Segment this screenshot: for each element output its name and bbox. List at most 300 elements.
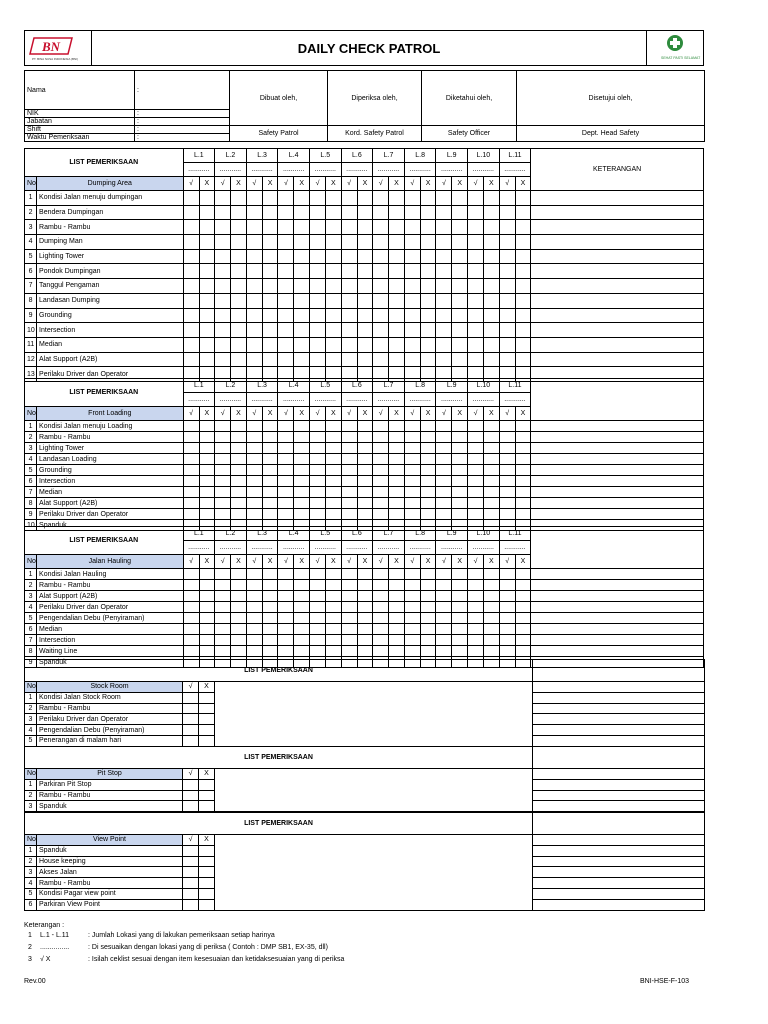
check-cell[interactable] [262, 613, 278, 624]
check-cell[interactable] [499, 337, 515, 352]
check-cell[interactable] [373, 454, 389, 465]
check-cell[interactable] [404, 308, 420, 323]
check-cell[interactable] [278, 293, 294, 308]
keterangan-cell[interactable] [533, 747, 705, 769]
check-cell[interactable] [183, 613, 199, 624]
location-name-field[interactable]: ........... [373, 163, 405, 177]
check-cell[interactable] [373, 235, 389, 250]
check-cell[interactable] [468, 421, 484, 432]
check-cell[interactable] [452, 443, 468, 454]
check-cell[interactable] [452, 624, 468, 635]
check-cell[interactable] [389, 591, 405, 602]
check-cell[interactable] [262, 465, 278, 476]
cross-cell[interactable] [199, 714, 215, 725]
check-cell[interactable] [484, 509, 500, 520]
check-cell[interactable] [183, 735, 199, 746]
check-cell[interactable] [326, 454, 342, 465]
check-cell[interactable] [420, 624, 436, 635]
check-cell[interactable] [183, 635, 199, 646]
check-cell[interactable] [499, 264, 515, 279]
check-cell[interactable] [452, 432, 468, 443]
check-cell[interactable] [515, 279, 531, 294]
location-name-field[interactable]: ........... [309, 541, 341, 555]
check-cell[interactable] [183, 465, 199, 476]
check-cell[interactable] [183, 692, 199, 703]
check-cell[interactable] [389, 487, 405, 498]
check-cell[interactable] [262, 235, 278, 250]
check-cell[interactable] [373, 264, 389, 279]
check-cell[interactable] [326, 635, 342, 646]
check-cell[interactable] [231, 646, 247, 657]
check-cell[interactable] [420, 580, 436, 591]
check-cell[interactable] [436, 220, 452, 235]
check-cell[interactable] [341, 337, 357, 352]
location-name-field[interactable]: ........... [215, 541, 247, 555]
keterangan-cell[interactable] [531, 498, 704, 509]
cross-cell[interactable] [199, 878, 215, 889]
check-cell[interactable] [246, 308, 262, 323]
check-cell[interactable] [404, 569, 420, 580]
check-cell[interactable] [309, 352, 325, 367]
check-cell[interactable] [484, 443, 500, 454]
check-cell[interactable] [420, 235, 436, 250]
check-cell[interactable] [231, 432, 247, 443]
check-cell[interactable] [452, 191, 468, 206]
check-cell[interactable] [309, 337, 325, 352]
cross-cell[interactable] [199, 856, 215, 867]
check-cell[interactable] [484, 337, 500, 352]
keterangan-cell[interactable] [531, 191, 704, 206]
keterangan-cell[interactable] [533, 790, 705, 801]
check-cell[interactable] [389, 205, 405, 220]
location-name-field[interactable]: ........... [341, 541, 373, 555]
keterangan-cell[interactable] [531, 635, 704, 646]
check-cell[interactable] [183, 476, 199, 487]
check-cell[interactable] [357, 443, 373, 454]
check-cell[interactable] [183, 323, 199, 338]
check-cell[interactable] [326, 279, 342, 294]
check-cell[interactable] [420, 613, 436, 624]
check-cell[interactable] [357, 635, 373, 646]
check-cell[interactable] [294, 635, 310, 646]
check-cell[interactable] [183, 779, 199, 790]
check-cell[interactable] [404, 487, 420, 498]
check-cell[interactable] [215, 352, 231, 367]
check-cell[interactable] [231, 569, 247, 580]
check-cell[interactable] [309, 635, 325, 646]
check-cell[interactable] [341, 498, 357, 509]
check-cell[interactable] [468, 323, 484, 338]
check-cell[interactable] [357, 476, 373, 487]
check-cell[interactable] [373, 498, 389, 509]
check-cell[interactable] [309, 249, 325, 264]
check-cell[interactable] [215, 308, 231, 323]
check-cell[interactable] [499, 509, 515, 520]
check-cell[interactable] [373, 205, 389, 220]
check-cell[interactable] [452, 569, 468, 580]
check-cell[interactable] [183, 352, 199, 367]
location-name-field[interactable]: ........... [309, 393, 341, 407]
check-cell[interactable] [262, 580, 278, 591]
check-cell[interactable] [309, 454, 325, 465]
check-cell[interactable] [278, 432, 294, 443]
check-cell[interactable] [499, 443, 515, 454]
check-cell[interactable] [309, 421, 325, 432]
check-cell[interactable] [389, 249, 405, 264]
check-cell[interactable] [183, 421, 199, 432]
check-cell[interactable] [452, 509, 468, 520]
check-cell[interactable] [262, 205, 278, 220]
keterangan-cell[interactable] [531, 249, 704, 264]
check-cell[interactable] [436, 454, 452, 465]
keterangan-cell[interactable] [531, 421, 704, 432]
check-cell[interactable] [199, 646, 215, 657]
check-cell[interactable] [231, 235, 247, 250]
keterangan-cell[interactable] [531, 264, 704, 279]
location-name-field[interactable]: ........... [404, 541, 436, 555]
check-cell[interactable] [294, 476, 310, 487]
check-cell[interactable] [436, 635, 452, 646]
keterangan-cell[interactable] [531, 308, 704, 323]
check-cell[interactable] [326, 432, 342, 443]
location-name-field[interactable]: ........... [246, 393, 278, 407]
check-cell[interactable] [199, 465, 215, 476]
check-cell[interactable] [420, 487, 436, 498]
check-cell[interactable] [294, 569, 310, 580]
location-name-field[interactable]: ........... [309, 163, 341, 177]
check-cell[interactable] [389, 323, 405, 338]
check-cell[interactable] [215, 613, 231, 624]
keterangan-cell[interactable] [531, 624, 704, 635]
check-cell[interactable] [404, 323, 420, 338]
check-cell[interactable] [246, 352, 262, 367]
check-cell[interactable] [515, 264, 531, 279]
check-cell[interactable] [246, 613, 262, 624]
check-cell[interactable] [199, 249, 215, 264]
check-cell[interactable] [246, 293, 262, 308]
check-cell[interactable] [215, 487, 231, 498]
check-cell[interactable] [389, 624, 405, 635]
keterangan-cell[interactable] [533, 682, 705, 693]
check-cell[interactable] [246, 205, 262, 220]
check-cell[interactable] [499, 465, 515, 476]
check-cell[interactable] [326, 498, 342, 509]
check-cell[interactable] [341, 569, 357, 580]
check-cell[interactable] [294, 602, 310, 613]
check-cell[interactable] [246, 624, 262, 635]
check-cell[interactable] [326, 487, 342, 498]
check-cell[interactable] [484, 580, 500, 591]
check-cell[interactable] [452, 308, 468, 323]
check-cell[interactable] [468, 498, 484, 509]
check-cell[interactable] [373, 509, 389, 520]
location-name-field[interactable]: ........... [278, 393, 310, 407]
check-cell[interactable] [373, 421, 389, 432]
check-cell[interactable] [404, 205, 420, 220]
check-cell[interactable] [294, 443, 310, 454]
check-cell[interactable] [231, 591, 247, 602]
info-field-nik-value[interactable]: : [135, 110, 230, 118]
check-cell[interactable] [326, 249, 342, 264]
check-cell[interactable] [294, 454, 310, 465]
check-cell[interactable] [515, 476, 531, 487]
check-cell[interactable] [215, 220, 231, 235]
check-cell[interactable] [404, 249, 420, 264]
check-cell[interactable] [436, 613, 452, 624]
notes-area[interactable] [215, 769, 533, 812]
check-cell[interactable] [499, 352, 515, 367]
check-cell[interactable] [484, 498, 500, 509]
check-cell[interactable] [436, 498, 452, 509]
check-cell[interactable] [436, 602, 452, 613]
check-cell[interactable] [183, 580, 199, 591]
keterangan-cell[interactable] [531, 476, 704, 487]
check-cell[interactable] [484, 635, 500, 646]
location-name-field[interactable]: ........... [278, 541, 310, 555]
check-cell[interactable] [452, 591, 468, 602]
check-cell[interactable] [468, 624, 484, 635]
check-cell[interactable] [199, 443, 215, 454]
check-cell[interactable] [499, 580, 515, 591]
check-cell[interactable] [420, 602, 436, 613]
check-cell[interactable] [215, 293, 231, 308]
location-name-field[interactable]: ........... [436, 163, 468, 177]
check-cell[interactable] [326, 602, 342, 613]
cross-cell[interactable] [199, 725, 215, 736]
check-cell[interactable] [357, 352, 373, 367]
check-cell[interactable] [436, 624, 452, 635]
check-cell[interactable] [436, 421, 452, 432]
check-cell[interactable] [326, 443, 342, 454]
check-cell[interactable] [341, 235, 357, 250]
check-cell[interactable] [341, 432, 357, 443]
check-cell[interactable] [357, 323, 373, 338]
check-cell[interactable] [468, 337, 484, 352]
check-cell[interactable] [231, 308, 247, 323]
check-cell[interactable] [452, 487, 468, 498]
check-cell[interactable] [484, 591, 500, 602]
info-field-shift-value[interactable]: : [135, 126, 230, 134]
check-cell[interactable] [231, 293, 247, 308]
check-cell[interactable] [294, 509, 310, 520]
check-cell[interactable] [436, 205, 452, 220]
check-cell[interactable] [515, 443, 531, 454]
check-cell[interactable] [452, 293, 468, 308]
check-cell[interactable] [278, 337, 294, 352]
check-cell[interactable] [484, 220, 500, 235]
check-cell[interactable] [262, 337, 278, 352]
check-cell[interactable] [341, 591, 357, 602]
check-cell[interactable] [357, 624, 373, 635]
keterangan-cell[interactable] [533, 888, 705, 899]
location-name-field[interactable]: ........... [215, 393, 247, 407]
check-cell[interactable] [468, 454, 484, 465]
keterangan-cell[interactable] [531, 293, 704, 308]
check-cell[interactable] [484, 602, 500, 613]
check-cell[interactable] [436, 249, 452, 264]
check-cell[interactable] [231, 580, 247, 591]
check-cell[interactable] [215, 454, 231, 465]
check-cell[interactable] [326, 580, 342, 591]
check-cell[interactable] [215, 323, 231, 338]
check-cell[interactable] [278, 465, 294, 476]
check-cell[interactable] [420, 465, 436, 476]
check-cell[interactable] [246, 454, 262, 465]
check-cell[interactable] [389, 646, 405, 657]
check-cell[interactable] [183, 293, 199, 308]
info-field-name-value[interactable]: : [135, 71, 230, 110]
check-cell[interactable] [404, 646, 420, 657]
check-cell[interactable] [357, 569, 373, 580]
check-cell[interactable] [515, 591, 531, 602]
check-cell[interactable] [420, 205, 436, 220]
check-cell[interactable] [436, 323, 452, 338]
check-cell[interactable] [420, 337, 436, 352]
check-cell[interactable] [389, 454, 405, 465]
check-cell[interactable] [373, 624, 389, 635]
check-cell[interactable] [357, 249, 373, 264]
check-cell[interactable] [373, 569, 389, 580]
check-cell[interactable] [246, 249, 262, 264]
check-cell[interactable] [357, 454, 373, 465]
check-cell[interactable] [389, 476, 405, 487]
check-cell[interactable] [484, 569, 500, 580]
check-cell[interactable] [341, 635, 357, 646]
keterangan-cell[interactable] [533, 714, 705, 725]
check-cell[interactable] [199, 498, 215, 509]
check-cell[interactable] [373, 337, 389, 352]
check-cell[interactable] [215, 264, 231, 279]
check-cell[interactable] [199, 487, 215, 498]
location-name-field[interactable]: ........... [436, 393, 468, 407]
check-cell[interactable] [278, 487, 294, 498]
check-cell[interactable] [515, 635, 531, 646]
check-cell[interactable] [215, 635, 231, 646]
keterangan-cell[interactable] [531, 205, 704, 220]
check-cell[interactable] [262, 308, 278, 323]
check-cell[interactable] [420, 509, 436, 520]
check-cell[interactable] [499, 591, 515, 602]
check-cell[interactable] [341, 613, 357, 624]
check-cell[interactable] [373, 352, 389, 367]
check-cell[interactable] [294, 432, 310, 443]
check-cell[interactable] [326, 220, 342, 235]
check-cell[interactable] [484, 476, 500, 487]
check-cell[interactable] [215, 337, 231, 352]
check-cell[interactable] [309, 509, 325, 520]
check-cell[interactable] [499, 421, 515, 432]
cross-cell[interactable] [199, 692, 215, 703]
check-cell[interactable] [231, 205, 247, 220]
check-cell[interactable] [294, 580, 310, 591]
check-cell[interactable] [183, 801, 199, 812]
check-cell[interactable] [326, 421, 342, 432]
check-cell[interactable] [278, 635, 294, 646]
location-name-field[interactable]: ........... [499, 541, 531, 555]
check-cell[interactable] [373, 220, 389, 235]
check-cell[interactable] [294, 465, 310, 476]
check-cell[interactable] [278, 205, 294, 220]
check-cell[interactable] [389, 443, 405, 454]
check-cell[interactable] [468, 476, 484, 487]
check-cell[interactable] [199, 602, 215, 613]
keterangan-cell[interactable] [533, 692, 705, 703]
check-cell[interactable] [404, 602, 420, 613]
check-cell[interactable] [183, 220, 199, 235]
check-cell[interactable] [468, 487, 484, 498]
check-cell[interactable] [357, 432, 373, 443]
check-cell[interactable] [262, 635, 278, 646]
check-cell[interactable] [357, 646, 373, 657]
check-cell[interactable] [515, 569, 531, 580]
check-cell[interactable] [373, 308, 389, 323]
check-cell[interactable] [294, 293, 310, 308]
check-cell[interactable] [484, 249, 500, 264]
check-cell[interactable] [404, 580, 420, 591]
check-cell[interactable] [484, 624, 500, 635]
check-cell[interactable] [262, 264, 278, 279]
check-cell[interactable] [468, 465, 484, 476]
check-cell[interactable] [484, 323, 500, 338]
check-cell[interactable] [326, 352, 342, 367]
check-cell[interactable] [246, 498, 262, 509]
check-cell[interactable] [499, 498, 515, 509]
check-cell[interactable] [499, 487, 515, 498]
check-cell[interactable] [357, 421, 373, 432]
check-cell[interactable] [420, 249, 436, 264]
check-cell[interactable] [515, 352, 531, 367]
check-cell[interactable] [246, 220, 262, 235]
check-cell[interactable] [515, 421, 531, 432]
check-cell[interactable] [484, 465, 500, 476]
check-cell[interactable] [404, 613, 420, 624]
check-cell[interactable] [515, 509, 531, 520]
check-cell[interactable] [326, 476, 342, 487]
check-cell[interactable] [468, 249, 484, 264]
check-cell[interactable] [499, 476, 515, 487]
check-cell[interactable] [357, 308, 373, 323]
check-cell[interactable] [468, 509, 484, 520]
keterangan-cell[interactable] [531, 591, 704, 602]
check-cell[interactable] [484, 264, 500, 279]
check-cell[interactable] [373, 191, 389, 206]
check-cell[interactable] [199, 454, 215, 465]
check-cell[interactable] [294, 191, 310, 206]
check-cell[interactable] [183, 703, 199, 714]
check-cell[interactable] [215, 569, 231, 580]
check-cell[interactable] [309, 591, 325, 602]
check-cell[interactable] [373, 591, 389, 602]
check-cell[interactable] [309, 323, 325, 338]
check-cell[interactable] [278, 476, 294, 487]
check-cell[interactable] [278, 279, 294, 294]
check-cell[interactable] [278, 646, 294, 657]
check-cell[interactable] [515, 613, 531, 624]
keterangan-cell[interactable] [533, 735, 705, 746]
check-cell[interactable] [199, 613, 215, 624]
check-cell[interactable] [231, 421, 247, 432]
cross-cell[interactable] [199, 899, 215, 910]
check-cell[interactable] [183, 856, 199, 867]
location-name-field[interactable]: ........... [373, 393, 405, 407]
check-cell[interactable] [246, 235, 262, 250]
check-cell[interactable] [468, 205, 484, 220]
keterangan-cell[interactable] [533, 856, 705, 867]
check-cell[interactable] [357, 293, 373, 308]
check-cell[interactable] [309, 498, 325, 509]
notes-area[interactable] [215, 835, 533, 911]
check-cell[interactable] [309, 235, 325, 250]
